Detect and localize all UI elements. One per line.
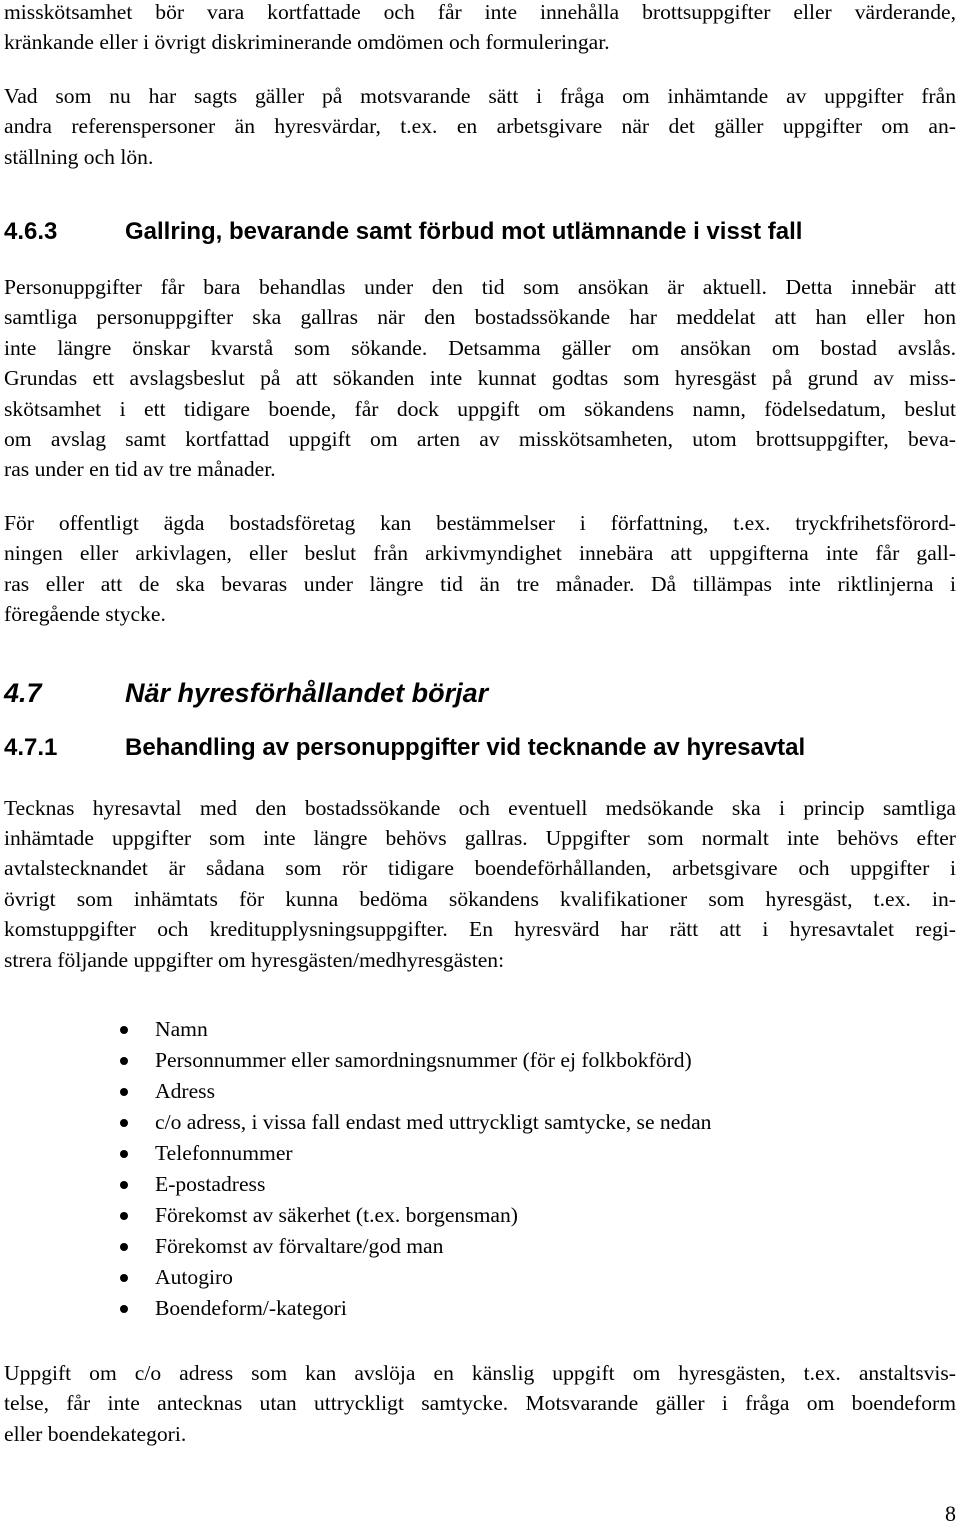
text-line: andra referenspersoner än hyresvärdar, t.ex. en arbetsgivare när det gäller uppgifter om an- — [4, 114, 956, 139]
text-line: Vad som nu har sagts gäller på motsvarande sätt i fråga om inhämtande av uppgifter från — [4, 83, 956, 108]
text-line: eller boendekategori. — [4, 1421, 187, 1446]
text-line: Personuppgifter får bara behandlas under den tid som ansökan är aktuell. Detta innebär att — [4, 275, 956, 300]
text-line: För offentligt ägda bostadsföretag kan bestämmelser i författning, t.ex. tryckfrihetsförord- — [4, 510, 956, 535]
paragraph-misskotsamhet — [4, 0, 956, 58]
heading-number: 4.7.1 — [4, 733, 58, 761]
list-item: Förekomst av säkerhet (t.ex. borgensman) — [4, 1200, 956, 1231]
heading-title: Gallring, bevarande samt förbud mot utlämnande i visst fall — [125, 218, 803, 246]
document-page — [4, 0, 956, 1449]
text-line: misskötsamhet bör vara kortfattade och får inte innehålla brottsuppgifter eller värderande, — [4, 0, 956, 24]
text-line: ras under en tid av tre månader. — [4, 457, 276, 482]
text-line: avtalstecknandet är sådana som rör tidigare boendeförhållanden, arbetsgivare och uppgifter i — [4, 856, 956, 881]
list-item: Personnummer eller samordningsnummer (för ej folkbokförd) — [4, 1045, 956, 1076]
heading-title: Behandling av personuppgifter vid tecknande av hyresavtal — [125, 733, 806, 761]
text-line: strera följande uppgifter om hyresgästen/medhyresgästen: — [4, 947, 505, 972]
paragraph-referenspersoner — [4, 81, 956, 172]
heading-number: 4.6.3 — [4, 218, 58, 246]
text-line: Uppgift om c/o adress som kan avslöja en känslig uppgift om hyresgästen, t.ex. anstaltsvis- — [4, 1360, 956, 1385]
paragraph-hyresavtal — [4, 793, 956, 975]
page-number: 8 — [945, 1501, 956, 1526]
text-line: samtliga personuppgifter ska gallras när den bostadssökande har meddelat att han eller hon — [4, 305, 956, 330]
text-line: ningen eller arkivlagen, eller beslut från arkivmyndighet innebära att uppgifterna inte får gall- — [4, 541, 956, 566]
paragraph-gallring — [4, 272, 956, 485]
text-line: Grundas ett avslagsbeslut på att sökanden inte kunnat godtas som hyresgäst på grund av miss- — [4, 366, 956, 391]
text-line: om avslag samt kortfattad uppgift om arten av misskötsamheten, utom brottsuppgifter, beva- — [4, 427, 956, 452]
text-line: föregående stycke. — [4, 602, 166, 627]
heading-title: När hyresförhållandet börjar — [125, 677, 489, 708]
text-line: övrigt som inhämtats för kunna bedöma sökandens kvalifikationer som hyresgäst, t.ex. in- — [4, 886, 956, 911]
paragraph-co-adress — [4, 1358, 956, 1449]
text-line: inhämtade uppgifter som inte längre behövs gallras. Uppgifter som normalt inte behövs efter — [4, 825, 956, 850]
list-item: E-postadress — [4, 1169, 956, 1200]
list-item: c/o adress, i vissa fall endast med uttryckligt samtycke, se nedan — [4, 1107, 956, 1138]
heading-number: 4.7 — [4, 677, 42, 708]
registered-data-list — [4, 1014, 956, 1324]
text-line: komstuppgifter och kreditupplysningsuppgifter. En hyresvärd har rätt att i hyresavtalet regi- — [4, 917, 956, 942]
text-line: telse, får inte antecknas utan uttryckligt samtycke. Motsvarande gäller i fråga om boendeform — [4, 1391, 956, 1416]
text-line: kränkande eller i övrigt diskriminerande omdömen och formuleringar. — [4, 30, 610, 55]
list-item: Förekomst av förvaltare/god man — [4, 1231, 956, 1262]
paragraph-offentligt-agda — [4, 508, 956, 630]
heading-4-6-3 — [4, 217, 956, 247]
text-line: ställning och lön. — [4, 144, 154, 169]
heading-4-7-1 — [4, 733, 956, 763]
list-item: Autogiro — [4, 1262, 956, 1293]
text-line: inte längre önskar kvarstå som sökande. Detsamma gäller om ansökan om bostad avslås. — [4, 335, 956, 360]
text-line: skötsamhet i ett tidigare boende, får dock uppgift om sökandens namn, födelsedatum, beslut — [4, 396, 956, 421]
text-line: Tecknas hyresavtal med den bostadssökande och eventuell medsökande ska i princip samtliga — [4, 795, 956, 820]
list-item: Boendeform/-kategori — [4, 1293, 956, 1324]
heading-4-7 — [4, 677, 956, 709]
list-item: Adress — [4, 1076, 956, 1107]
text-line: ras eller att de ska bevaras under längre tid än tre månader. Då tillämpas inte riktlinjerna i — [4, 571, 956, 596]
list-item: Namn — [4, 1014, 956, 1045]
list-item: Telefonnummer — [4, 1138, 956, 1169]
